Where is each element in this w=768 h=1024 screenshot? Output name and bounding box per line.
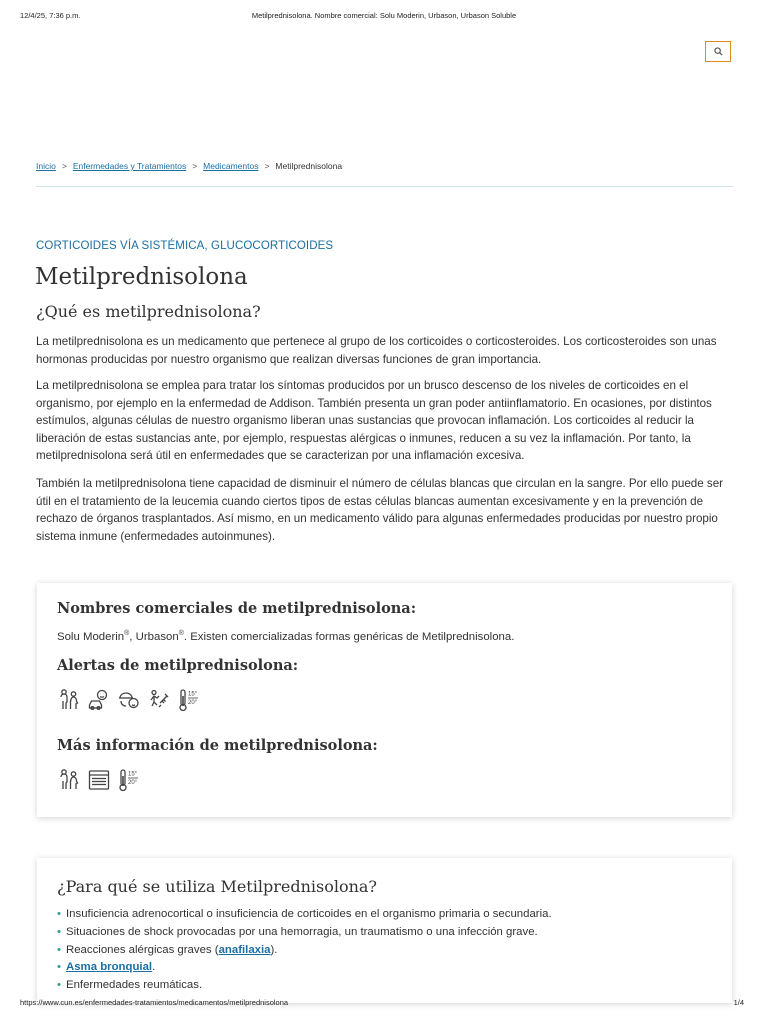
anafilaxia-link[interactable]: anafilaxia: [218, 943, 271, 956]
info-card: [37, 583, 732, 817]
print-page-title: Metilprednisolona. Nombre comercial: Solu Moderin, Urbason, Urbason Soluble: [251, 11, 517, 20]
section-title-what-is: ¿Qué es metilprednisolona?: [36, 302, 261, 321]
search-icon: [714, 47, 723, 56]
alert-icons: [57, 688, 201, 712]
uses-list: [57, 906, 552, 995]
list-item-text: Insuficiencia adrenocortical o insuficiencia de corticoides en el organismo primaria o secundaria.: [66, 908, 552, 920]
alerts-heading: Alertas de metilprednisolona:: [57, 657, 299, 674]
list-item-text: Enfermedades reumáticas.: [66, 979, 203, 992]
calendar-icon[interactable]: [87, 768, 111, 792]
temp-label-bottom: 20°: [128, 780, 138, 786]
driving-icon[interactable]: [87, 688, 111, 712]
breadcrumb: [36, 161, 342, 171]
storage-temperature-icon[interactable]: [177, 688, 201, 712]
paragraph: También la metilprednisolona tiene capacidad de disminuir el número de células blancas que circulan en la sangre. Por ello puede ser útil en el tratamiento de la leucemia cuando ciertos tipos de estas células blancas aumentan excesivamente y en la prevención de rechazo de órganos trasplantados. Así mismo, en un medicamento válido para algunas enfermedades producidas por nuestro propio sistema inmune (enfermedades autoinmunes).: [36, 477, 724, 543]
list-item-text: ).: [270, 943, 278, 956]
list-item: [57, 942, 552, 960]
paragraph: La metilprednisolona se emplea para tratar los síntomas producidos por un brusco descenso de los niveles de corticoides en el organismo, por ejemplo en la enfermedad de Addison. También presenta un gran poder antiinflamatorio. En ocasiones, por distintos estímulos, algunas células de nuestro organismo liberan unas sustancias que provocan inflamación. Los corticoides al reducir la liberación de estas sustancias ante, por ejemplo, respuestas alérgicas o inmunes, reducen a su vez la inflamación. Por tanto, la metilprednisolona será útil en enfermedades que se caracterizan por una inflamación excesiva.: [36, 379, 712, 463]
temp-label-top: 15°: [128, 771, 138, 778]
list-item: [57, 959, 552, 977]
asma-bronquial-link[interactable]: Asma bronquial: [66, 961, 153, 974]
names-note: . Existen comercializadas formas genéricas de Metilprednisolona.: [183, 630, 515, 643]
temp-label-bottom: 20°: [188, 700, 198, 706]
list-item: [57, 906, 552, 924]
elderly-icon[interactable]: [117, 688, 141, 712]
breadcrumb-separator: >: [61, 161, 67, 171]
pregnancy-breastfeeding-icon[interactable]: [57, 768, 81, 792]
storage-temperature-icon[interactable]: [117, 768, 141, 792]
breadcrumb-separator: >: [192, 161, 198, 171]
list-item-text: .: [152, 961, 156, 974]
list-item: [57, 924, 552, 942]
breadcrumb-current: Metilprednisolona: [275, 161, 343, 171]
brand-name: Urbason: [135, 630, 179, 643]
temp-label-top: 15°: [188, 691, 198, 698]
brand-name: Solu Moderin: [57, 630, 125, 643]
print-footer: [20, 998, 744, 1010]
names-separator: ,: [129, 630, 136, 643]
page-number: 1/4: [733, 998, 744, 1007]
print-url: https://www.cun.es/enfermedades-tratamientos/medicamentos/metilprednisolona: [20, 998, 289, 1007]
page-title: Metilprednisolona: [35, 264, 248, 290]
divider: [36, 186, 733, 187]
print-datetime: 12/4/25, 7:36 p.m.: [20, 11, 81, 20]
doping-icon[interactable]: [147, 688, 171, 712]
list-item-text: Situaciones de shock provocadas por una hemorragia, un traumatismo o una infección grave.: [66, 925, 538, 938]
registered-mark: ®: [178, 630, 184, 637]
list-item-text: Reacciones alérgicas graves (: [66, 943, 219, 956]
list-item: [57, 977, 552, 995]
more-info-icons: [57, 768, 141, 792]
commercial-names-text: [57, 630, 514, 643]
paragraph: La metilprednisolona es un medicamento que pertenece al grupo de los corticoides o corticosteroides. Los corticosteroides son unas hormonas producidas por nuestro organismo que realizan diversas funciones de gran importancia.: [36, 335, 717, 366]
breadcrumb-medicines-link[interactable]: Medicamentos: [203, 161, 259, 171]
search-button[interactable]: [705, 41, 731, 62]
registered-mark: ®: [124, 630, 130, 637]
commercial-names-heading: Nombres comerciales de metilprednisolona:: [57, 600, 417, 617]
breadcrumb-home-link[interactable]: Inicio: [36, 161, 56, 171]
uses-card: [37, 858, 732, 1003]
print-header: [20, 11, 748, 23]
breadcrumb-separator: >: [264, 161, 270, 171]
more-info-heading: Más información de metilprednisolona:: [57, 737, 378, 754]
pregnancy-breastfeeding-icon[interactable]: [57, 688, 81, 712]
category-label[interactable]: CORTICOIDES VÍA SISTÉMICA, GLUCOCORTICOIDES: [36, 240, 334, 252]
uses-heading: ¿Para qué se utiliza Metilprednisolona?: [57, 877, 377, 896]
breadcrumb-diseases-link[interactable]: Enfermedades y Tratamientos: [72, 161, 187, 171]
